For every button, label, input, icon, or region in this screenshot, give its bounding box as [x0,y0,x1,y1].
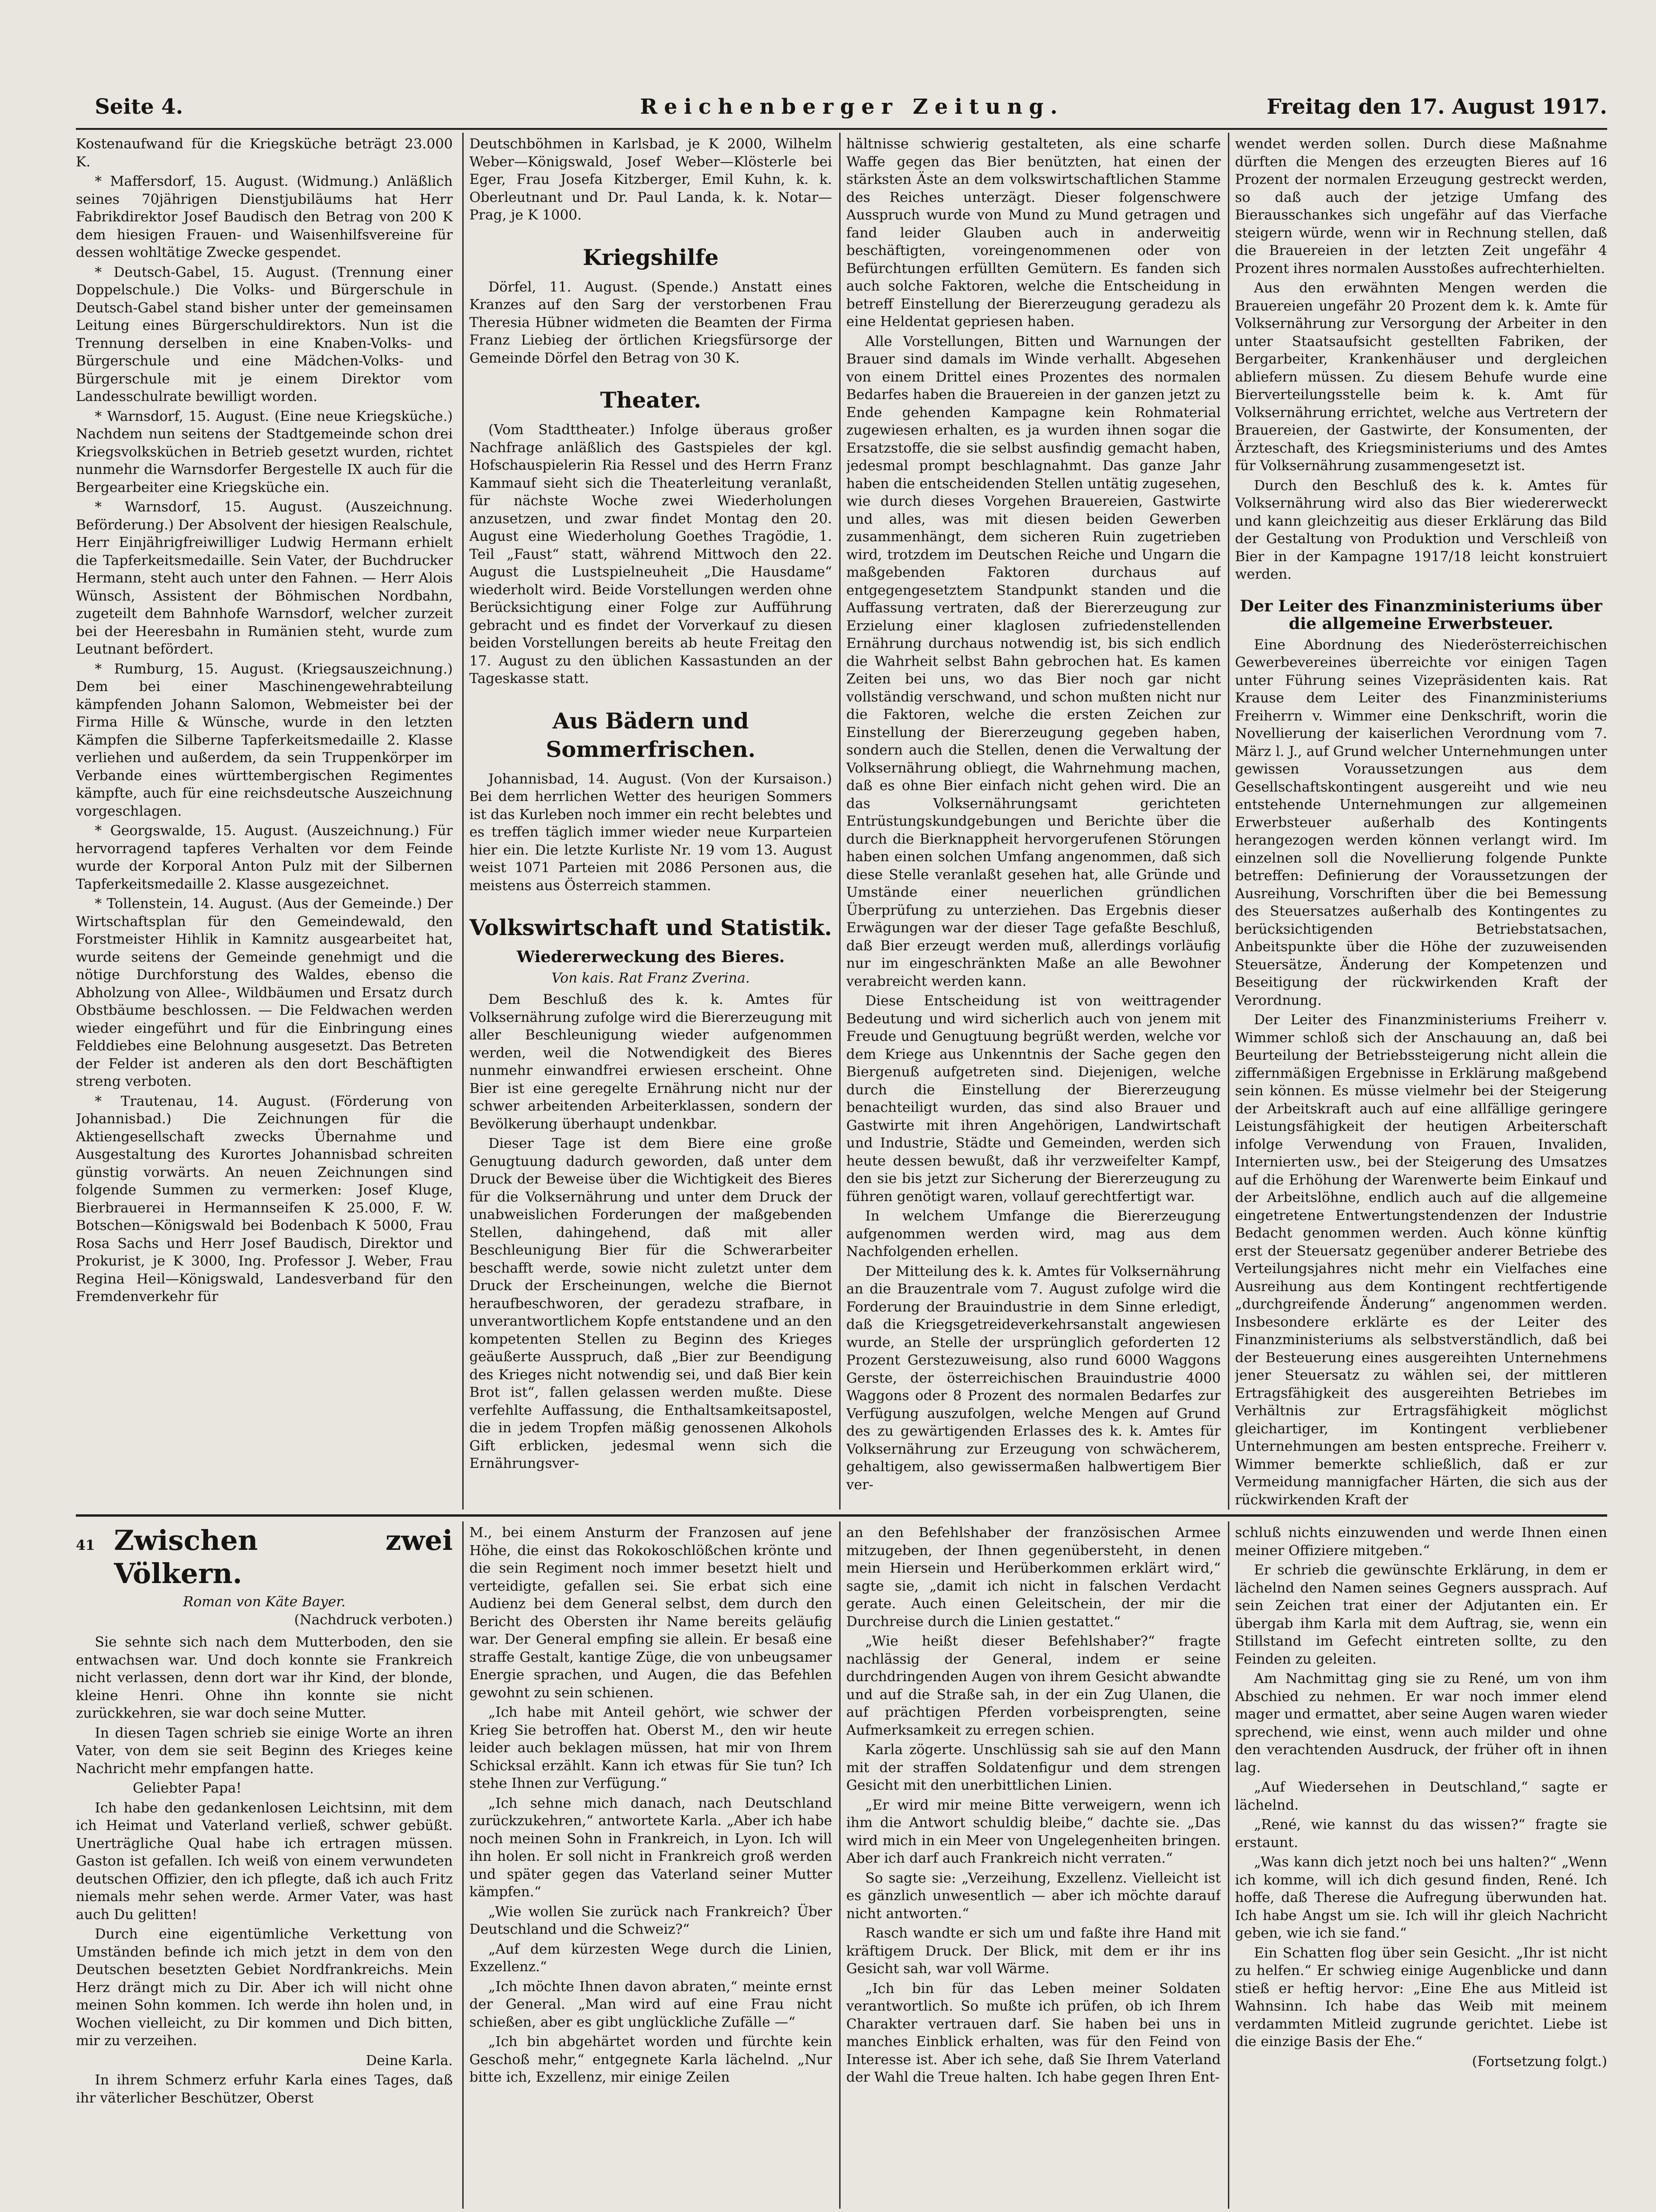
article-paragraph: wendet werden sollen. Durch diese Maßnahme dürften die Mengen des erzeugten Bieres auf 16 Prozent der normalen Erzeugung gestreckt werden, so daß auch der jetzige Umfang des Bierausschankes sich ungefähr auf das Vierfache steigern würde, wenn wir in Rechnung stellen, daß die Brauereien in der letzten Zeit ungefähr 4 Prozent ihres normalen Ausstoßes aufrechterhielten. [1235,136,1607,276]
section-title-baeder: Aus Bädern und Sommerfrischen. [546,708,756,762]
column-divider [839,1521,841,2209]
article-paragraph: Eine Abordnung des Niederösterreichischen Gewerbevereines überreichte vor einigen Tagen unter Führung seines Vizepräsidenten kais. Rat Krause dem Leiter des Finanzministeriums Freiherrn v. Wimmer eine Denkschrift, worin die Novellierung der kaiserlichen Verordnung vom 7. März l. J., auf Grund welcher Unternehmungen unter gewissen Voraussetzungen aus dem Gesellschaftskontingent ausgereiht und wie neu entstehende Unternehmungen zur allgemeinen Erwerbsteuer außerhalb des Kontingents herangezogen werden können verlangt wird. Im einzelnen soll die Novellierung folgende Punkte betreffen: Definierung der Voraussetzungen der Ausreihung, Vorschriften über die bei Bemessung des Steuersatzes außerhalb des Kontingentes zu berücksichtigenden Betriebstatsachen, Anbeitspunkte über die Höhe der zuzuweisenden Steuersätze, Änderung der Kompetenzen und Beseitigung der rückwirkenden Kraft der Verordnung. [1235,636,1607,1008]
article-paragraph: * Deutsch-Gabel, 15. August. (Trennung einer Doppelschule.) Die Volks- und Bürgerschule in Deutsch-Gabel stand bisher unter der gemeinsamen Leitung eines Bürgerschuldirektors. Nun ist die Trennung derselben in eine Knaben-Volks- und Bürgerschule und eine Mädchen-Volks- und Bürgerschule mit je einem Direktor vom Landesschulrate bewilligt worden. [76,264,453,404]
section-title-theater: Theater. [600,387,702,413]
novel-paragraph: So sagte sie: „Verzeihung, Exzellenz. Vielleicht ist es gänzlich unwesentlich — aber ich möchte darauf nicht antworten.“ [846,1869,1221,1921]
header-rule [76,128,1607,130]
column-finance [1235,135,1607,1507]
novel-paragraph: an den Befehlshaber der französischen Armee mitzugeben, der Ihnen gegenübersteht, in denen mein Hiersein und Herüberkommen erklärt wird,“ sagte sie, „damit ich nicht in falschen Verdacht gerate. Auch einen Geleitschein, der mir die Durchreise durch die Linien gestattet.“ [846,1524,1221,1629]
continuation-note: (Fortsetzung folgt.) [1472,2053,1607,2069]
article-byline: Von kais. Rat Franz Zverina. [551,969,750,986]
column-divider [839,133,841,1510]
column-sections [469,135,832,1507]
novel-paragraph: „Ich sehne mich danach, nach Deutschland zurückzukehren,“ antwortete Karla. „Aber ich habe noch meinen Sohn in Frankreich, in Lyon. Ich will ihn holen. Er soll nicht in Frankreich groß werden und später gegen das Vaterland seiner Mutter kämpfen.“ [469,1794,832,1900]
article-paragraph: * Trautenau, 14. August. (Förderung von Johannisbad.) Die Zeichnungen für die Aktiengesellschaft zwecks Übernahme und Ausgestaltung des Kurortes Johannisbad schreiten günstig vorwärts. An neuen Zeichnungen sind folgende Summen zu vermerken: Josef Kluge, Bierbrauerei in Hermannseifen K 25.000, F. W. Botschen—Königswald bei Bodenbach K 5000, Frau Rosa Sachs und Herr Josef Baudisch, Direktor und Prokurist, je K 3000, Ing. Professor J. Weber, Frau Regina Heil—Königswald, Landesverband für den Fremdenverkehr für [76,1092,453,1304]
novel-paragraph: „Ich bin für das Leben meiner Soldaten verantwortlich. So mußte ich prüfen, ob ich Ihrem Charakter vertrauen darf. Sie haben bei uns in manches Einblick erhalten, was für den Feind von Interesse ist. Aber ich sehe, daß Sie Ihrem Vaterland der Wahl die Treue halten. Ich habe gegen Ihren Ent- [846,1980,1221,2085]
article-paragraph: * Rumburg, 15. August. (Kriegsauszeichnung.) Dem bei einer Maschinengewehrabteilung kämpfenden Johann Salomon, Webmeister bei der Firma Hille & Wünsche, wurde in den letzten Kämpfen die Silberne Tapferkeitsmedaille 2. Klasse verliehen und außerdem, da sein Truppenkörper im Verbande eines württembergischen Regimentes kämpfte, auch für eine reichsdeutsche Auszeichnung vorgeschlagen. [76,660,453,819]
novel-paragraph: „Ich möchte Ihnen davon abraten,“ meinte ernst der General. „Man wird auf eine Frau nicht schießen, aber es gibt unglückliche Zufälle —“ [469,1978,832,2030]
column-divider [462,1521,464,2209]
reprint-note: (Nachdruck verboten.) [294,1611,453,1628]
article-paragraph: Diese Entscheidung ist von weittragender Bedeutung und wird sicherlich auch von jenem mit Freude und Genugtuung begrüßt werden, welche vor dem Kriege aus Unkenntnis der Sache gegen den Biergenuß aufgetreten sind. Diejenigen, welche durch die Einstellung der Biererzeugung benachteiligt wurden, das sind also Brauer und Gastwirte mit ihren Angehörigen, Landwirtschaft und Industrie, Städte und Gemeinden, werden sich heute dessen bewußt, daß ihr verzweifelter Kampf, den sie bis jetzt zur Sicherung der Biererzeugung zu führen genötigt waren, vollauf gerechtfertigt war. [846,992,1221,1204]
article-paragraph: * Georgswalde, 15. August. (Auszeichnung.) Für hervorragend tapferes Verhalten vor dem Feinde wurde der Korporal Anton Pulz mit der Silbernen Tapferkeitsmedaille 2. Klasse ausgezeichnet. [76,822,453,892]
novel-paragraph: Deine Karla. [366,2052,453,2068]
article-paragraph: Durch den Beschluß des k. k. Amtes für Volksernährung wird also das Bier wiedererweckt und kann gleichzeitig aus dieser Erklärung das Bild der Gestaltung von Produktion und Verschleiß von Bier in der Kampagne 1917/18 leicht konstruiert werden. [1235,477,1607,582]
novel-paragraph: „Wie wollen Sie zurück nach Frankreich? Über Deutschland und die Schweiz?“ [469,1903,832,1937]
column-divider [1228,1521,1229,2209]
section-title-kriegshilfe: Kriegshilfe [583,244,719,270]
novel-paragraph: Karla zögerte. Unschlüssig sah sie auf den Mann mit der straffen Soldatenfigur und dem strengen Gesicht mit den unerbittlichen Linien. [846,1741,1221,1793]
article-paragraph: * Warnsdorf, 15. August. (Eine neue Kriegsküche.) Nachdem nun seitens der Stadtgemeinde schon drei Kriegsvolksküchen in Betrieb gesetzt wurden, richtet nunmehr die Warnsdorfer Bergestelle IX auch für die Bergearbeiter eine Kriegsküche ein. [76,408,453,495]
article-paragraph: In welchem Umfange die Biererzeugung aufgenommen werden wird, mag aus dem Nachfolgenden erhellen. [846,1208,1221,1259]
novel-column [76,1524,453,2206]
column-divider [462,133,464,1510]
novel-paragraph: Ein Schatten flog über sein Gesicht. „Ihr ist nicht zu helfen.“ Er schwieg einige Augenblicke und dann stieß er heftig hervor: „Eine Ehe aus Mitleid ist Wahnsinn. Ich habe das Weib mit meinem verdammten Mitleid zugrunde gerichtet. Liebe ist die einzige Basis der Ehe.“ [1235,1944,1607,2049]
article-paragraph: hältnisse schwierig gestalteten, als eine scharfe Waffe gegen das Bier benützten, hat einen der stärksten Äste an dem volkswirtschaftlichen Stamme des Reiches unterzägt. Dieser folgenschwere Ausspruch wurde von Mund zu Mund getragen und fand leider Glauben auch in anderweitig beschäftigten, voreingenommenen oder von Befürchtungen erfüllten Gemütern. Es fanden sich auch solche Faktoren, welche die Entscheidung in betreff Einstellung der Biererzeugung geradezu als eine Heldentat gepriesen haben. [846,136,1221,329]
novel-paragraph: „Auf Wiedersehen in Deutschland,“ sagte er lächelnd. [1235,1779,1607,1813]
novel-paragraph: „Ich habe mit Anteil gehört, wie schwer der Krieg Sie betroffen hat. Oberst M., den wir heute leider auch beklagen müssen, hat mir von Ihrem Schicksal erzählt. Kann ich etwas für Sie tun? Ich stehe Ihnen zur Verfügung.“ [469,1704,832,1791]
installment-number: 41 [76,1537,95,1553]
article-paragraph: Der Mitteilung des k. k. Amtes für Volksernährung an die Brauzentrale vom 7. August zufolge wird die Forderung der Brauindustrie in dem Sinne erledigt, daß die Kriegsgetreideverkehrsanstalt angewiesen wurde, an Stelle der ursprünglich geforderten 12 Prozent Gerstezuweisung, also rund 6000 Waggons Gerste, der österreichischen Brauindustrie 4000 Waggons oder 8 Prozent des normalen Bedarfes zur Verfügung auszufolgen, welche Mengen auf Grund des zu gewärtigenden Erlasses des k. k. Amtes für Volksernährung zur Erzeugung von schwächerem, gehaltigem, also gewissermaßen halbwertigem Bier ver- [846,1263,1221,1493]
novel-paragraph: Sie sehnte sich nach dem Mutterboden, den sie entwachsen war. Und doch konnte sie Frankreich nicht verlassen, denn dort war ihr Kind, der blonde, kleine Henri. Ohne ihn konnte sie nicht zurückkehren, sie war doch seine Mutter. [76,1634,453,1721]
article-headline: Der Leiter des Finanzministeriums über die allgemeine Erwerbsteuer. [1240,596,1602,633]
novel-paragraph: Durch eine eigentümliche Verkettung von Umständen befinde ich mich jetzt in dem von den Deutschen besetzten Gebiet Nordfrankreichs. Mein Herz drängt mich zu Dir. Aber ich will nicht ohne meinen Sohn kommen. Ich werde ihn holen und, in Wochen vielleicht, zu Dir kommen und Dich bitten, mir zu verzeihen. [76,1926,453,2048]
page-number: Seite 4. [95,95,183,119]
article-headline: Wiedererweckung des Bieres. [516,947,785,966]
newspaper-title: Reichenberger Zeitung. [640,95,1064,119]
article-paragraph: Dörfel, 11. August. (Spende.) Anstatt eines Kranzes auf den Sarg der verstorbenen Frau Theresia Hübner widmeten die Beamten der Firma Franz Liebieg der örtlichen Kriegsfürsorge der Gemeinde Dörfel den Betrag von 30 K. [469,278,832,366]
novel-paragraph: Ich habe den gedankenlosen Leichtsinn, mit dem ich Heimat und Vaterland verließ, schwer gebüßt. Unerträgliche Qual habe ich ertragen müssen. Gaston ist gefallen. Ich weiß von einem verwundeten deutschen Offizier, den ich pflegte, daß ich auch Fritz niemals mehr sehen werde. Armer Vater, was hast auch Du gelitten! [76,1799,453,1922]
article-paragraph: Deutschböhmen in Karlsbad, je K 2000, Wilhelm Weber—Königswald, Josef Weber—Klösterle bei Eger, Frau Josefa Kitzberger, Emil Kuhn, k. k. Oberleutnant und Dr. Paul Landa, k. k. Notar—Prag, je K 1000. [469,136,832,223]
novel-paragraph: „Auf dem kürzesten Wege durch die Linien, Exzellenz.“ [469,1940,832,1975]
novel-column [469,1524,832,2206]
article-paragraph: Aus den erwähnten Mengen werden die Brauereien ungefähr 20 Prozent dem k. k. Amte für Volksernährung zur Versorgung der Arbeiter in den unter Staatsaufsicht gestellten Fabriken, der Bergarbeiter, Krankenhäuser und dergleichen abliefern müssen. Zu diesem Behufe wurde eine Bierverteilungsstelle beim k. k. Amt für Volksernährung errichtet, welche aus Vertretern der Brauereien, der Gastwirte, der Konsumenten, der Ärzteschaft, des Kriegsministeriums und des Amtes für Volksernährung zusammengesetzt ist. [1235,280,1607,473]
article-paragraph: Der Leiter des Finanzministeriums Freiherr v. Wimmer schloß sich der Anschauung an, daß bei Beurteilung der Betriebssteigerung nicht allein die ziffernmäßigen Ergebnisse in Erklärung maßgebend sein können. Es müsse vielmehr bei der Steigerung der Arbeitskraft auch auf eine allfällige geringere Leistungsfähigkeit der heutigen Arbeiterschaft infolge Verwendung von Frauen, Invaliden, Internierten usw., bei der Steigerung des Umsatzes auf die Erhöhung der Warenwerte beim Einkauf und der Arbeitslöhne, endlich auch auf die allgemeine eingetretene Entwertungstendenzen der Industrie Bedacht genommen werden. Auch könne künftig erst der Steuersatz gegenüber anderer Betriebe des Verteilungsjahres nicht mehr ein Vielfaches eine Ausreihung aus dem Kontingent rechtfertigende „durchgreifende Änderung“ angenommen werden. Insbesondere erklärte es der Leiter des Finanzministeriums als selbstverständlich, daß bei der Besteuerung eines ausgereihten Unternehmens jener Steuersatz zu wählen sei, der mittleren Ertragsfähigkeit des ausgereihten Betriebes im Verhältnis zur Ertragsfähigkeit möglichst gleichartiger, im Kontingent verbliebener Unternehmungen am besten entspreche. Freiherr v. Wimmer bemerkte schließlich, daß er zur Vermeidung mannigfacher Härten, die sich aus der rückwirkenden Kraft der [1235,1011,1607,1507]
novel-paragraph: Rasch wandte er sich um und faßte ihre Hand mit kräftigem Druck. Der Blick, mit dem er ihr ins Gesicht sah, war voll Wärme. [846,1925,1221,1976]
novel-title: Zwischen zwei Völkern. [114,1524,453,1590]
article-paragraph: * Tollenstein, 14. August. (Aus der Gemeinde.) Der Wirtschaftsplan für den Gemeindewald, den Forstmeister Hihlik in Kamnitz ausgearbeitet hat, wurde seitens der Gemeinde genehmigt und die nötige Durchforstung des Waldes, ebenso die Abholzung von Allee-, Wildbäumen und Ersatz durch Obstbäume beschlossen. — Die Feldwachen werden wieder eingeführt und für die Einbringung eines Felddiebes eine Belohnung ausgesetzt. Das Betreten der Felder ist anderen als den dort Beschäftigten streng verboten. [76,895,453,1089]
novel-author: Roman von Käte Bayer. [183,1593,346,1610]
novel-paragraph: „Was kann dich jetzt noch bei uns halten?“ „Wenn ich komme, will ich dich gesund finden, René. Ich hoffe, daß Therese die Aufregung überwunden hat. Ich habe Angst um sie. Ich will ihr gleich Nachricht geben, wie ich sie fand.“ [1235,1854,1607,1941]
novel-paragraph: M., bei einem Ansturm der Franzosen auf jene Höhe, die einst das Rokokoschlößchen krönte und die sein Regiment noch immer besetzt hielt und verteidigte, gefallen sei. Sie erbat sich eine Audienz bei dem General selbst, dem durch den Bericht des Obersten ihr Name bereits geläufig war. Der General empfing sie allein. Er besaß eine straffe Gestalt, kantige Züge, die von unbeugsamer Energie sprachen, und Augen, die das Befehlen gewohnt zu sein schienen. [469,1524,832,1701]
column-local-news [76,135,453,1507]
section-title-volkswirtschaft: Volkswirtschaft und Statistik. [469,915,832,940]
article-paragraph: Dem Beschluß des k. k. Amtes für Volksernährung zufolge wird die Biererzeugung mit aller Beschleunigung wieder aufgenommen werden, weil die Notwendigkeit des Bieres nunmehr einwandfrei erwiesen erscheint. Ohne Bier ist eine geregelte Ernährung nicht nur der schwer arbeitenden Arbeiterklassen, sondern der Bevölkerung überhaupt undenkbar. [469,991,832,1132]
novel-column [1235,1524,1607,2206]
article-paragraph: * Warnsdorf, 15. August. (Auszeichnung. Beförderung.) Der Absolvent der hiesigen Realschule, Herr Einjährigfreiwilliger Ludwig Hermann erhielt die Tapferkeitsmedaille. Sein Vater, der Buchdrucker Hermann, steht auch unter den Fahnen. — Herr Alois Wünsch, Assistent der Böhmischen Nordbahn, zugeteilt dem Bahnhofe Warnsdorf, welcher zurzeit bei der Heeresbahn in Rumänien steht, wurde zum Leutnant befördert. [76,499,453,657]
novel-paragraph: „Wie heißt dieser Befehlshaber?“ fragte nachlässig der General, indem er seine durchdringenden Augen von ihrem Gesicht abwandte und auf die Straße sah, in der ein Zug Ulanen, die auf prächtigen Pferden vorbeisprengten, seine Aufmerksamkeit zu erregen schien. [846,1633,1221,1738]
article-paragraph: Alle Vorstellungen, Bitten und Warnungen der Brauer sind damals im Winde verhallt. Abgesehen von einem Drittel eines Prozentes des normalen Bedarfes haben die Brauereien in der ganzen jetzt zu Ende gehenden Kampagne kein Rohmaterial zugewiesen erhalten, es ja wurden ihnen sogar die Ersatzstoffe, die sie selbst ausfindig gemacht haben, jedesmal prompt beschlagnahmt. Das ganze Jahr haben die entscheidenden Stellen untätig zugesehen, wie durch dieses Vorgehen Brauereien, Gastwirte und alles, was mit diesen beiden Gewerben zusammenhängt, dem sicheren Ruin zugetrieben wird, trotzdem im Deutschen Reiche und Ungarn die maßgebenden Faktoren durchaus auf entgegengesetztem Standpunkt standen und die Auffassung vertraten, daß der Biererzeugung zur Erzielung einer klaglosen zufriedenstellenden Ernährung durchaus notwendig ist, bis sich endlich die Wahrheit selbst Bahn gebrochen hat. Es kamen Zeiten bei uns, wo das Bier noch gar nicht vollständig verschwand, und schon mußten nicht nur die Faktoren, welche die ersten Zeichen zur Einstellung der Biererzeugung gegeben haben, sondern auch die Stellen, denen die Verwaltung der Volksernährung obliegt, die Wahrnehmung machen, daß es ohne Bier einfach nicht gehen wird. Die an das Volksernährungsamt gerichteten Entrüstungskundgebungen und Berichte über die durch die Bierknappheit hervorgerufenen Störungen haben einen solchen Umfang angenommen, daß sich diese Stelle veranlaßt gesehen hat, alle Gründe und Umstände einer neuerlichen gründlichen Überprüfung zu unterziehen. Das Ergebnis dieser Erwägungen war der dieser Tage gefaßte Beschluß, daß Bier erzeugt werden muß, allerdings vorläufig nur im eingeschränkten Maße an alle Bewohner verabreicht werden kann. [846,333,1221,989]
article-paragraph: * Maffersdorf, 15. August. (Widmung.) Anläßlich seines 70jährigen Dienstjubiläums hat Herr Fabrikdirektor Josef Baudisch den Betrag von 200 K dem hiesigen Frauen- und Waisenhilfsvereine für dessen wohltätige Zwecke gespendet. [76,173,453,260]
column-divider [1228,133,1229,1510]
article-paragraph: Johannisbad, 14. August. (Von der Kursaison.) Bei dem herrlichen Wetter des heurigen Sommers ist das Kurleben noch immer ein recht belebtes und es treffen täglich immer wieder neue Kurparteien hier ein. Die letzte Kurliste Nr. 19 vom 13. August weist 1071 Parteien mit 2086 Personen aus, die meistens aus Österreich stammen. [469,770,832,893]
novel-paragraph: In diesen Tagen schrieb sie einige Worte an ihren Vater, von dem sie seit Beginn des Krieges keine Nachricht mehr empfangen hatte. [76,1724,453,1776]
novel-paragraph: schluß nichts einzuwenden und werde Ihnen einen meiner Offiziere mitgeben.“ [1235,1524,1607,1558]
feuilleton-rule [76,1514,1607,1517]
article-paragraph: (Vom Stadttheater.) Infolge überaus großer Nachfrage anläßlich des Gastspieles der kgl. Hofschauspielerin Ria Ressel und des Herrn Franz Kammauf sieht sich die Theaterleitung veranlaßt, für nächste Woche zwei Wiederholungen anzusetzen, und zwar findet Montag den 20. August eine Wiederholung Goethes Tragödie, 1. Teil „Faust“ statt, während Mittwoch den 22. August die Lustspielneuheit „Die Hausdame“ wiederholt wird. Beide Vorstellungen werden ohne Berücksichtigung einer Folge zur Aufführung gebracht und es findet der Vorverkauf zu diesen beiden Vorstellungen bereits ab heute Freitag den 17. August zu den üblichen Kassastunden an der Tageskasse statt. [469,421,832,686]
novel-paragraph: In ihrem Schmerz erfuhr Karla eines Tages, daß ihr väterlicher Beschützer, Oberst [76,2072,453,2106]
novel-paragraph: Er schrieb die gewünschte Erklärung, in dem er lächelnd den Namen seines Gegners aussprach. Auf sein Zeichen trat einer der Adjutanten ein. Er übergab ihm Karla mit dem Auftrag, sie, wenn ein Stillstand im Gefecht eintreten sollte, zu den Feinden zu geleiten. [1235,1562,1607,1667]
novel-paragraph: „Er wird mir meine Bitte verweigern, wenn ich ihm die Antwort schuldig bleibe,“ dachte sie. „Das wird mich in ein Meer von Ungelegenheiten bringen. Aber ich darf auch Frankreich nicht verraten.“ [846,1796,1221,1866]
article-paragraph: Kostenaufwand für die Kriegsküche beträgt 23.000 K. [76,136,453,170]
novel-paragraph: Am Nachmittag ging sie zu René, um von ihm Abschied zu nehmen. Er war noch immer elend mager und ermattet, aber seine Augen waren wieder sprechend, wie einst, wenn auch milder und ohne den verachtenden Ausdruck, der früher oft in ihnen lag. [1235,1670,1607,1775]
issue-date: Freitag den 17. August 1917. [1266,95,1607,119]
novel-paragraph: Geliebter Papa! [133,1780,242,1796]
novel-column [846,1524,1221,2206]
novel-paragraph: „Ich bin abgehärtet worden und fürchte kein Geschoß mehr,“ entgegnete Karla lächelnd. „Nur bitte ich, Exzellenz, mir einige Zeilen [469,2033,832,2085]
novel-paragraph: „René, wie kannst du das wissen?“ fragte sie erstaunt. [1235,1816,1607,1850]
page-header [95,95,1607,123]
column-beer-article [846,135,1221,1507]
article-paragraph: Dieser Tage ist dem Biere eine große Genugtuung dadurch geworden, daß unter dem Druck der Beweise über die Wichtigkeit des Bieres für die Volksernährung und unter dem Druck der unabweislichen Forderungen der maßgebenden Stellen, dahingehend, daß mit aller Beschleunigung Bier für die Schwerarbeiter beschafft werde, sowie nicht zuletzt unter dem Druck der Erscheinungen, welche die Biernot heraufbeschworen, der geradezu strafbare, in unverantwortlichem Kopfe entstandene und an den kompetenten Stellen zu Beginn des Krieges geäußerte Ausspruch, daß „Bier zur Beendigung des Krieges nicht notwendig sei, und daß Bier kein Brot ist“, fallen gelassen werden mußte. Diese verfehlte Auffassung, die Enthaltsamkeitsapostel, die in jedem Tropfen mäßig genossenen Alkohols Gift erblicken, jedesmal wenn sich die Ernährungsver- [469,1135,832,1471]
